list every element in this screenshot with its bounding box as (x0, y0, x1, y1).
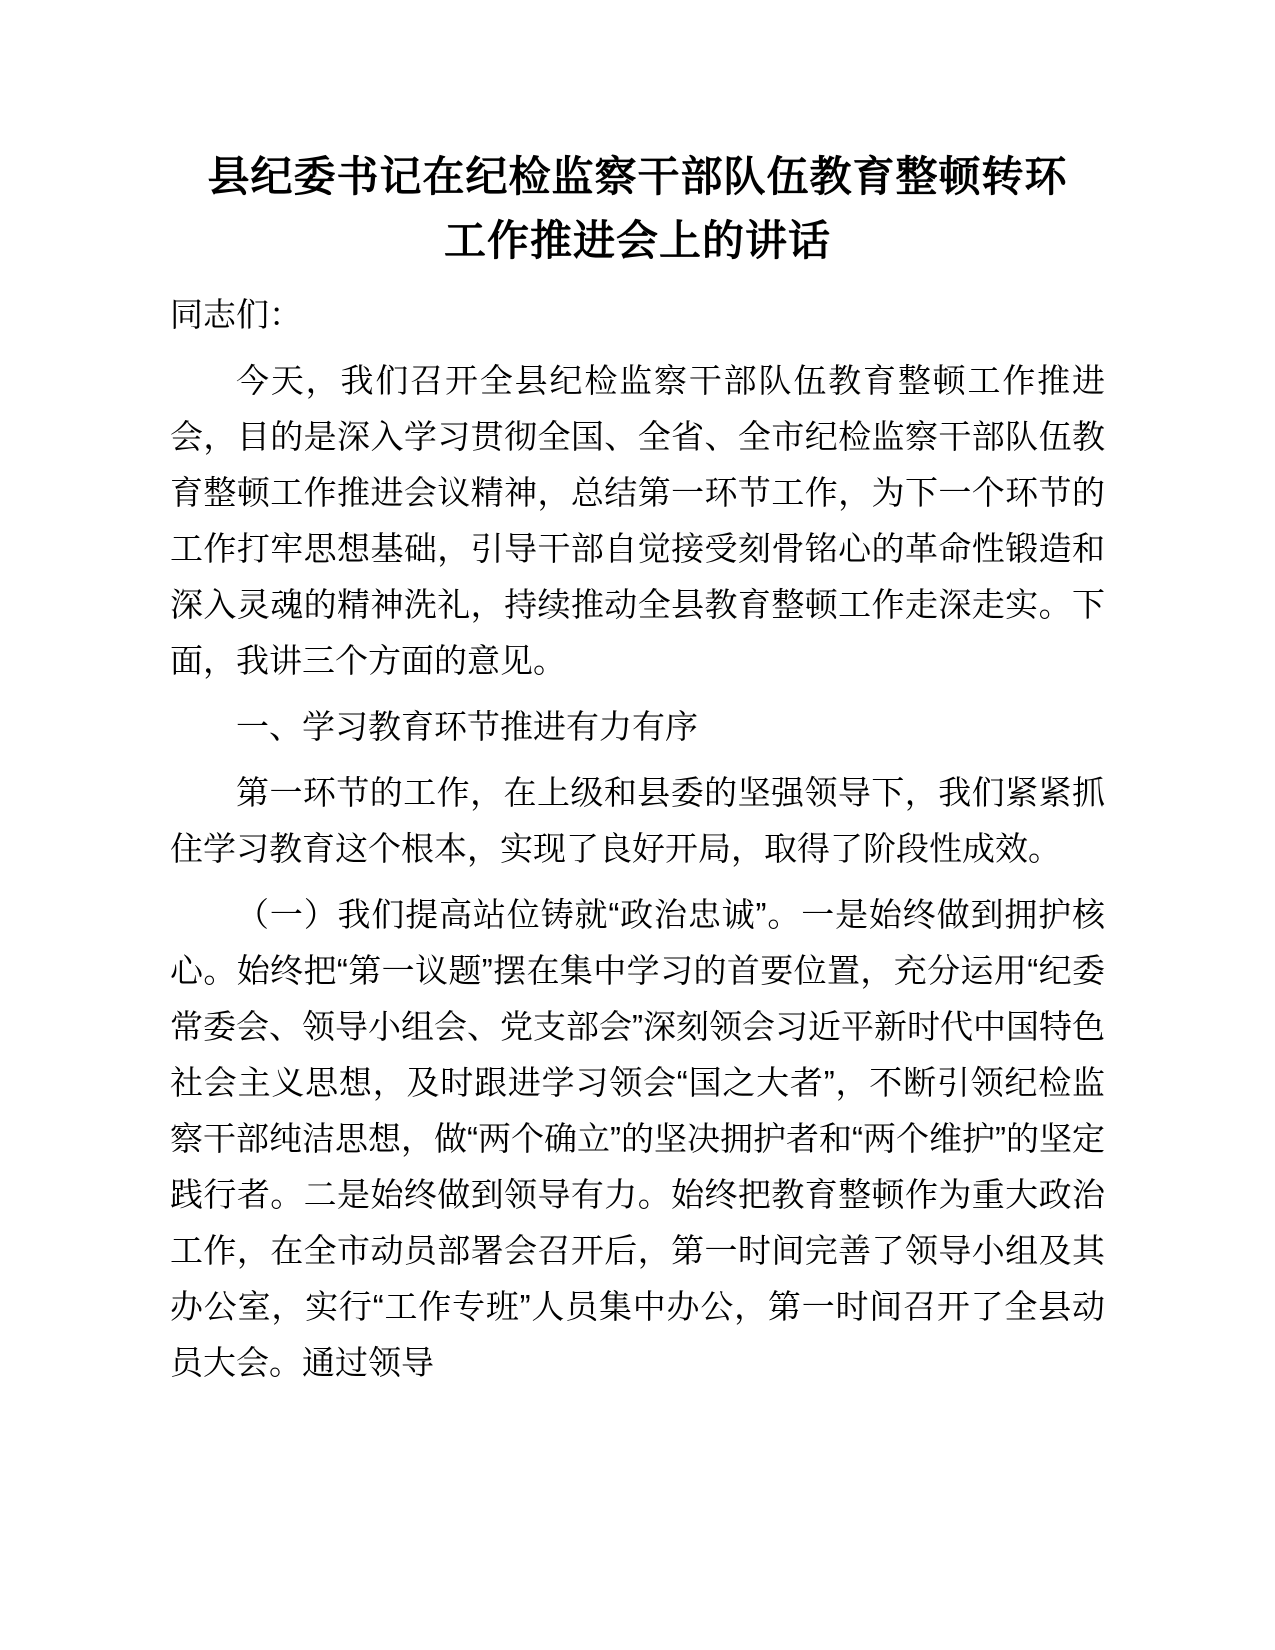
document-content (170, 145, 1105, 1391)
paragraph-section-1-item-1: （一）我们提高站位铸就“政治忠诚”。一是始终做到拥护核心。始终把“第一议题”摆在集中学习的首要位置，充分运用“纪委常委会、领导小组会、党支部会”深刻领会习近平新时代中国特色社会主义思想，及时跟进学习领会“国之大者”，不断引领纪检监察干部纯洁思想，做“两个确立”的坚决拥护者和“两个维护”的坚定践行者。二是始终做到领导有力。始终把教育整顿作为重大政治工作，在全市动员部署会召开后，第一时间完善了领导小组及其办公室，实行“工作专班”人员集中办公，第一时间召开了全县动员大会。通过领导 (170, 896, 1105, 1381)
salutation: 同志们： (170, 296, 302, 333)
document-title (170, 145, 1105, 273)
paragraph-section-1-overview: 第一环节的工作，在上级和县委的坚强领导下，我们紧紧抓住学习教育这个根本，实现了良好开局，取得了阶段性成效。 (170, 774, 1105, 867)
paragraph-opening: 今天，我们召开全县纪检监察干部队伍教育整顿工作推进会，目的是深入学习贯彻全国、全省、全市纪检监察干部队伍教育整顿工作推进会议精神，总结第一环节工作，为下一个环节的工作打牢思想基础，引导干部自觉接受刻骨铭心的革命性锻造和深入灵魂的精神洗礼，持续推动全县教育整顿工作走深走实。下面，我讲三个方面的意见。 (170, 362, 1105, 679)
document-title-line-1: 县纪委书记在纪检监察干部队伍教育整顿转环 (207, 153, 1068, 200)
section-heading-1: 一、学习教育环节推进有力有序 (236, 708, 698, 745)
document-title-line-2: 工作推进会上的讲话 (443, 217, 831, 264)
